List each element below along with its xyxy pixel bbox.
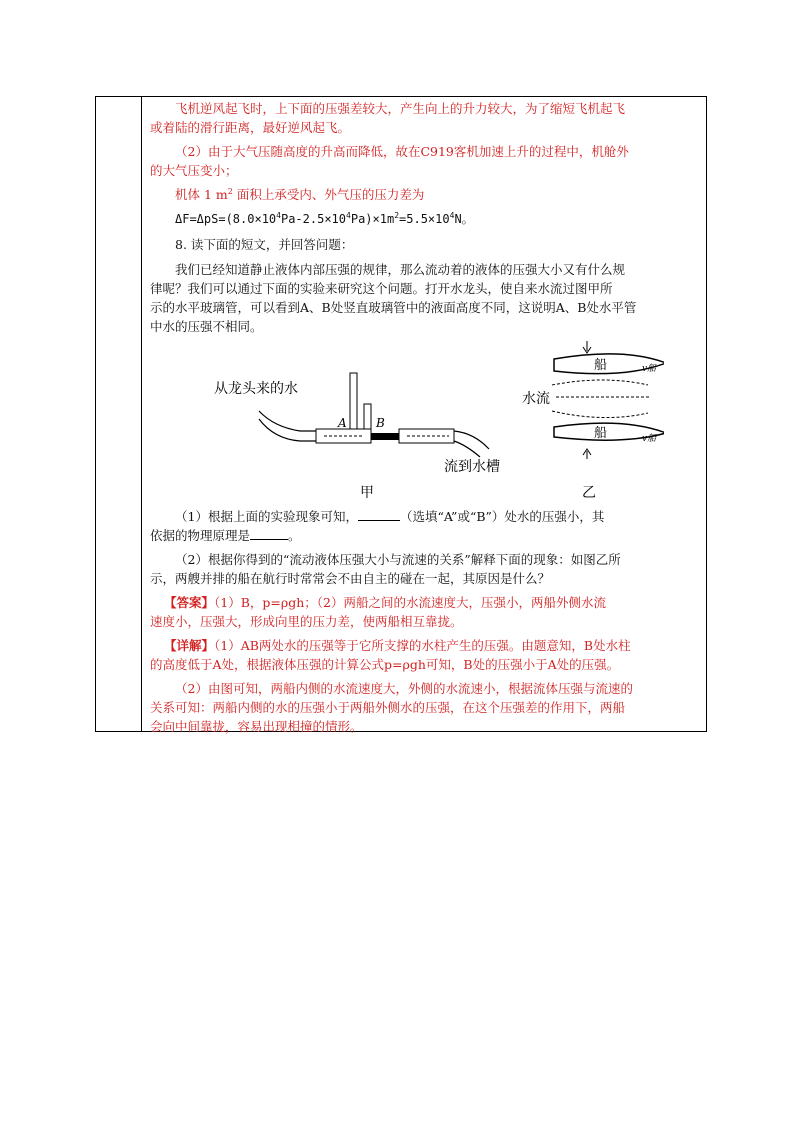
passage-line-4: 中水的压强不相同。 — [150, 319, 263, 334]
passage-line-2: 律呢？我们可以通过下面的实验来研究这个问题。打开水龙头，使自来水流过图甲所 — [150, 281, 613, 296]
passage-line-3: 示的水平玻璃管，可以看到A、B处竖直玻璃管中的液面高度不同，这说明A、B处水平管 — [150, 300, 637, 315]
label-A: A — [338, 416, 347, 430]
answer-line-4: 的大气压变小； — [150, 163, 238, 178]
v-top: v船 — [642, 364, 657, 374]
detail-text-4: 关系可知：两船内侧的水的压强小于两船外侧水的压强，在这个压强差的作用下，两船 — [150, 700, 626, 715]
eq-c: Pa)×1m — [350, 212, 395, 226]
pressure-equation — [175, 211, 730, 227]
eq-sup3: 2 — [394, 211, 400, 220]
q1-a: （1）根据上面的实验现象可知， — [175, 509, 358, 524]
answer-line-1: 飞机逆风起飞时，上下面的压强差较大，产生向上的升力较大，为了缩短飞机起飞 — [175, 101, 626, 116]
answer-label: 【答案】 — [164, 595, 215, 610]
detail-text-2: 的高度低于A处，根据液体压强的计算公式p=ρgh可知，B处的压强小于A处的压强。 — [150, 657, 620, 672]
eq-sup4: 4 — [449, 211, 455, 220]
answer-line-5 — [175, 187, 730, 203]
v-bottom: v船 — [642, 434, 657, 444]
detail-text-5: 会向中间靠拢，容易出现相撞的情形。 — [150, 719, 363, 734]
sink-label: 流到水槽 — [444, 458, 500, 474]
narrow-pipe-B — [371, 433, 399, 440]
q1-b: （选填“A”或“B”）处水的压强小，其 — [399, 509, 605, 524]
eq-sup2: 4 — [346, 211, 351, 220]
l5-a: 机体 1 m — [175, 187, 228, 202]
figure-svg — [204, 341, 664, 503]
question-1-cont — [150, 528, 705, 544]
left-column — [96, 97, 142, 731]
question-8-title: 8. 读下面的短文，并回答问题： — [175, 237, 354, 252]
eq-sup1: 4 — [276, 211, 281, 220]
l5-sup: 2 — [227, 186, 233, 196]
answer-text-1: （1）B，p=ρgh；（2）两船之间的水流速度大，压强小，两船外侧水流 — [214, 595, 606, 610]
blank-1[interactable] — [358, 520, 400, 521]
blank-2[interactable] — [250, 539, 288, 540]
answer-text-2: 速度小，压强大，形成向里的压力差，使两船相互靠拢。 — [150, 614, 463, 629]
l5-b: 面积上承受内、外气压的压力差为 — [232, 187, 425, 202]
caption-right: 乙 — [582, 485, 596, 501]
content-table — [95, 96, 707, 732]
answer-line-3: （2）由于大气压随高度的升高而降低，故在C919客机加速上升的过程中，机舱外 — [175, 144, 629, 159]
detail-block — [164, 638, 719, 654]
q1-c: 依据的物理原理是 — [150, 528, 251, 543]
caption-left: 甲 — [360, 485, 374, 501]
tube-B — [364, 404, 371, 429]
answer-line-2: 或着陆的滑行距离，最好逆风起飞。 — [150, 120, 351, 135]
answer-block — [164, 595, 719, 611]
question-2-line-1: （2）根据你得到的“流动液体压强大小与流速的关系”解释下面的现象：如图乙所 — [175, 552, 621, 567]
content-cell — [142, 97, 706, 734]
q1-d: 。 — [288, 528, 301, 543]
question-2-line-2: 示，两艘并排的船在航行时常常会不由自主的碰在一起，其原因是什么？ — [150, 571, 551, 586]
tube-A — [350, 373, 357, 429]
outlet-pipe-bottom — [454, 441, 480, 457]
faucet-label: 从龙头来的水 — [214, 380, 298, 396]
eq-e: N。 — [454, 212, 474, 226]
passage-line-1: 我们已经知道静止液体内部压强的规律，那么流动着的液体的压强大小又有什么规 — [175, 262, 626, 277]
label-B: B — [376, 416, 385, 430]
eq-b: Pa-2.5×10 — [280, 212, 347, 226]
inlet-pipe-bottom — [259, 419, 316, 441]
outlet-pipe-top — [454, 431, 489, 449]
detail-text-3: （2）由图可知，两船内侧的水流速度大，外侧的水流速小，根据流体压强与流速的 — [175, 681, 633, 696]
eq-d: =5.5×10 — [399, 212, 450, 226]
detail-label: 【详解】 — [164, 638, 215, 653]
eq-a: ΔF=ΔpS=(8.0×10 — [175, 212, 277, 226]
question-1 — [175, 509, 730, 525]
ship-bottom-label: 船 — [594, 426, 608, 441]
ship-top-label: 船 — [594, 358, 608, 373]
flow-arc-bottom — [552, 411, 648, 418]
flow-arc-top — [552, 380, 648, 385]
detail-text-1: （1）AB两处水的压强等于它所支撑的水柱产生的压强。由题意知，B处水柱 — [214, 638, 631, 653]
water-label: 水流 — [522, 391, 550, 407]
experiment-figure — [204, 341, 664, 503]
